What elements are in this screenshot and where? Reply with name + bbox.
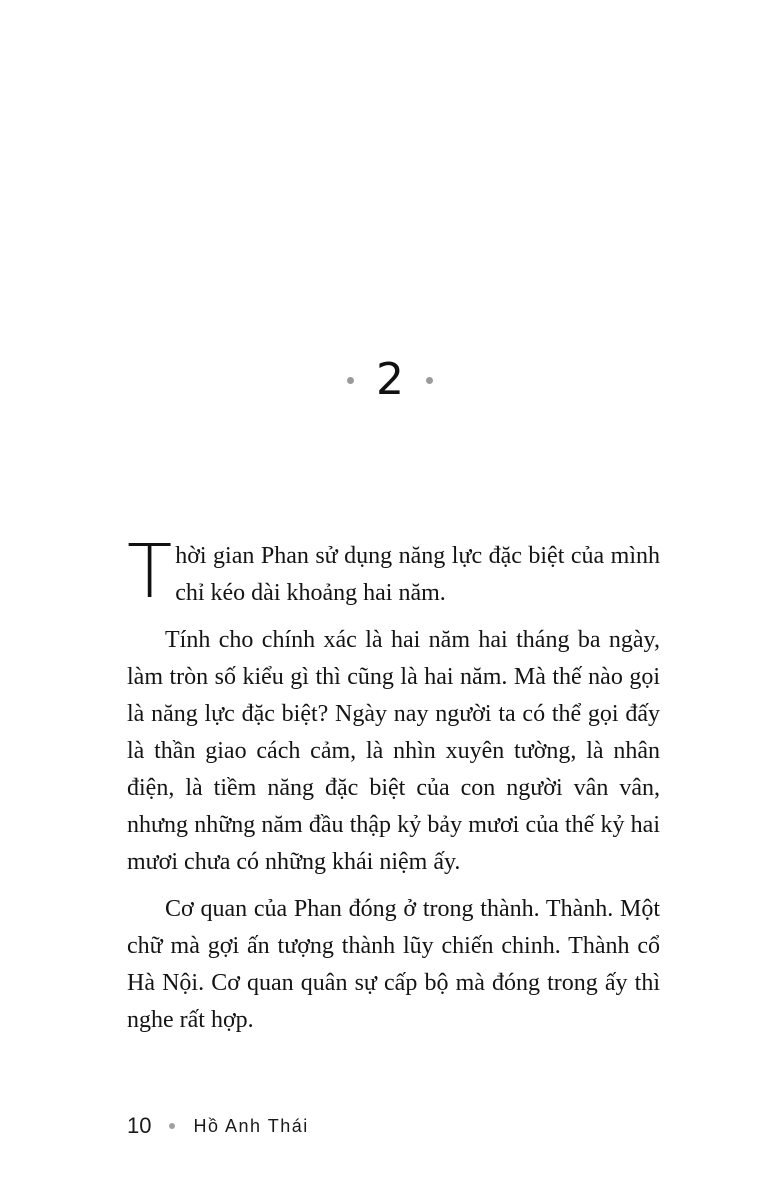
drop-cap: T [127,529,173,615]
chapter-right-dot [426,377,433,384]
paragraph-1 [127,529,660,615]
paragraph-2: Tính cho chính xác là hai năm hai tháng ba ngày, làm tròn số kiểu gì thì cũng là hai năm. Mà thế nào gọi là năng lực đặc biệt? Ngày nay người ta có thể gọi đấy là thần giao cách cảm, là nhìn xuyên tường, là nhân điện, là tiềm năng đặc biệt của con người vân vân, nhưng những năm đầu thập kỷ bảy mươi của thế kỷ hai mươi chưa có những khái niệm ấy. [127,627,660,875]
chapter-heading [0,352,780,408]
paragraph-3: Cơ quan của Phan đóng ở trong thành. Thành. Một chữ mà gợi ấn tượng thành lũy chiến chinh. Thành cổ Hà Nội. Cơ quan quân sự cấp bộ mà đóng trong ấy thì nghe rất hợp. [127,896,660,1033]
body-text [127,529,660,1049]
page-footer [127,1113,309,1139]
author-name: Hồ Anh Thái [193,1115,309,1136]
chapter-left-dot [347,377,354,384]
chapter-number: 2 [376,354,404,405]
footer-dot [169,1123,175,1129]
page-number: 10 [127,1113,152,1138]
paragraph-1-text: hời gian Phan sử dụng năng lực đặc biệt của mình chỉ kéo dài khoảng hai năm. [175,543,660,606]
